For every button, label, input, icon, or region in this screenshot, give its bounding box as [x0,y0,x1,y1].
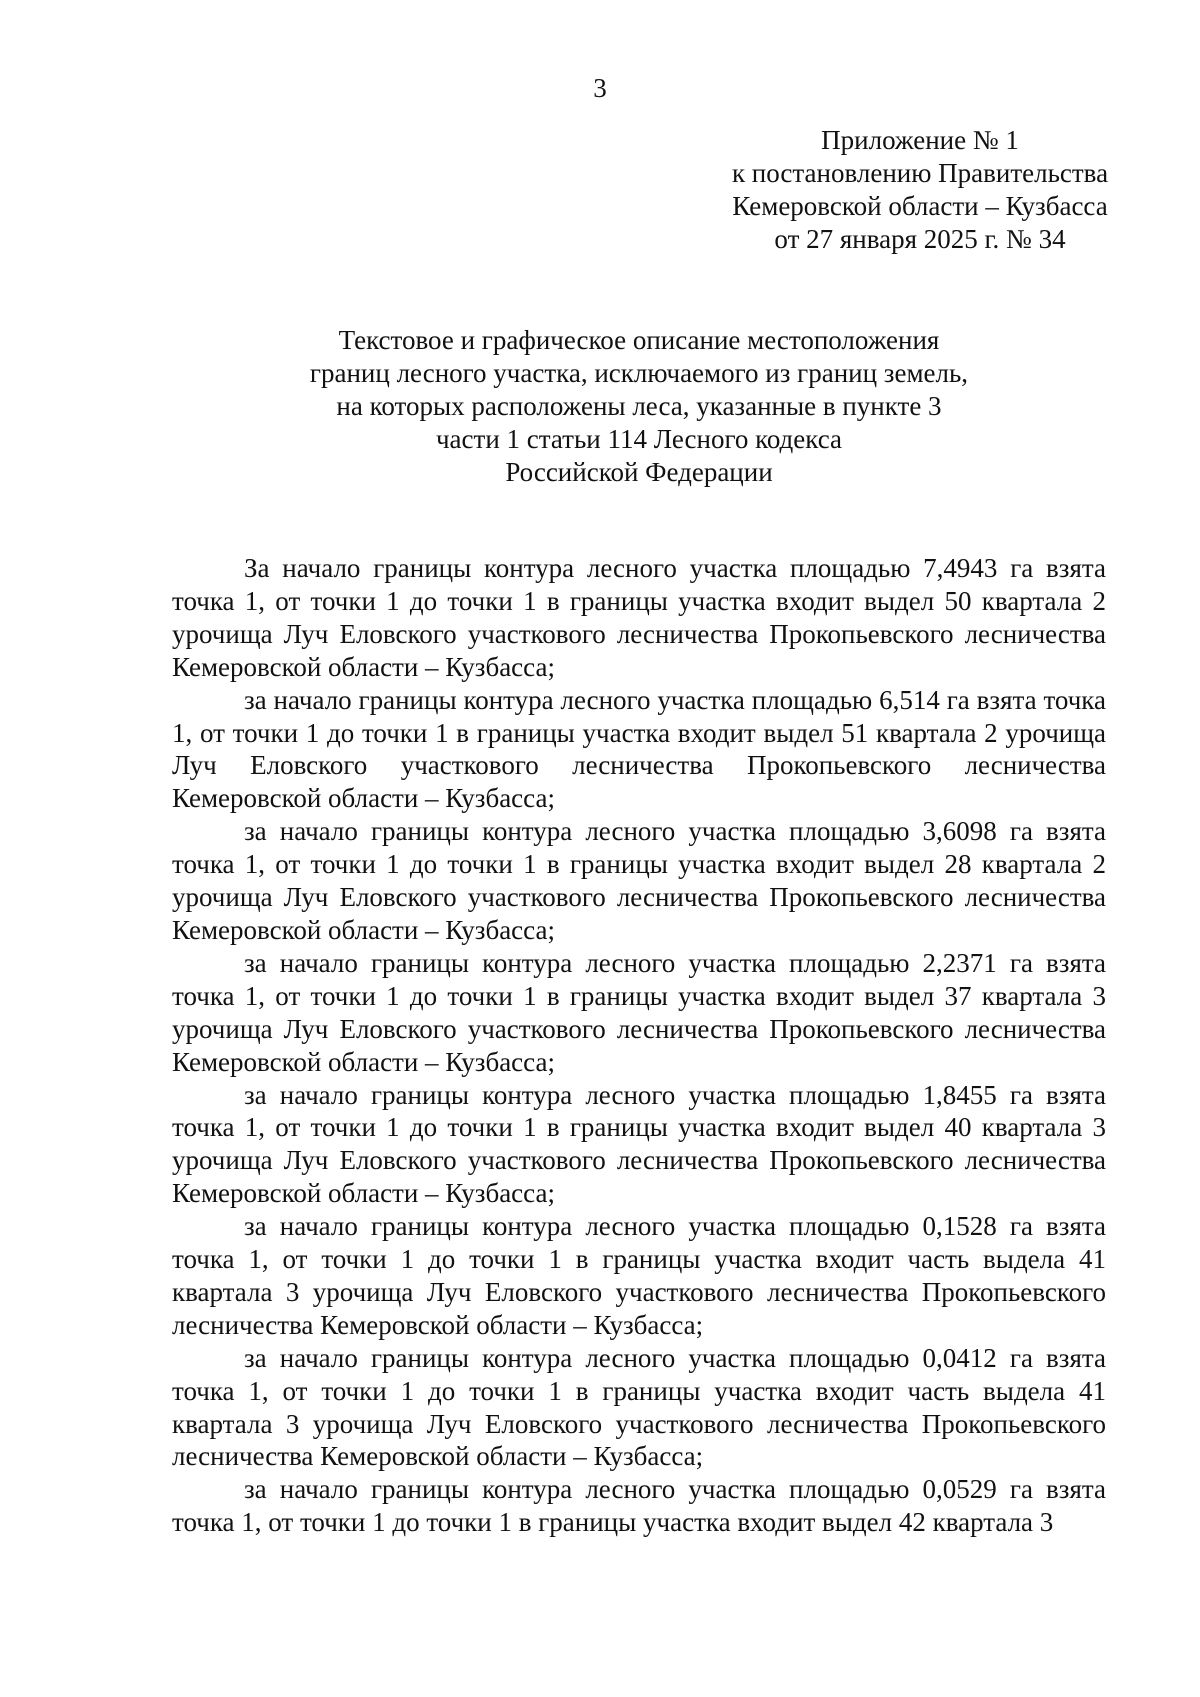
appendix-line: Кемеровской области – Кузбасса [732,191,1108,221]
body-paragraph: за начало границы контура лесного участка площадью 1,8455 га взята точка 1, от точки 1 до точки 1 в границы участка входит выдел 40 квартала 3 урочища Луч Еловского участкового лесничества Прокопьевского лесничества Кемеровской области – Кузбасса; [172,1079,1106,1209]
title-line: границ лесного участка, исключаемого из границ земель, [309,358,969,388]
title-line: Российской Федерации [505,457,773,487]
body-paragraph: за начало границы контура лесного участка площадью 3,6098 га взята точка 1, от точки 1 до точки 1 в границы участка входит выдел 28 квартала 2 урочища Луч Еловского участкового лесничества Прокопьевского лесничества Кемеровской области – Кузбасса; [172,816,1106,945]
page-number: 3 [593,73,607,103]
appendix-line: Приложение № 1 [821,125,1019,155]
appendix-header [700,124,1140,256]
body-paragraph: за начало границы контура лесного участка площадью 0,1528 га взята точка 1, от точки 1 до точки 1 в границы участка входит часть выдела 41 квартала 3 урочища Луч Еловского участкового лесничества Прокопьевского лесничества Кемеровской области – Кузбасса; [172,1211,1106,1340]
appendix-line: к постановлению Правительства [731,158,1109,188]
document-title [172,324,1106,489]
document-body [172,552,1106,1539]
body-paragraph: за начало границы контура лесного участка площадью 0,0412 га взята точка 1, от точки 1 до точки 1 в границы участка входит часть выдела 41 квартала 3 урочища Луч Еловского участкового лесничества Прокопьевского лесничества Кемеровской области – Кузбасса; [172,1342,1106,1472]
title-line: части 1 статьи 114 Лесного кодекса [435,424,843,454]
appendix-line: от 27 января 2025 г. № 34 [774,224,1066,254]
body-paragraph: за начало границы контура лесного участка площадью 0,0529 га взята точка 1, от точки 1 до точки 1 в границы участка входит выдел 42 квартала 3 [172,1474,1106,1538]
body-paragraph: За начало границы контура лесного участка площадью 7,4943 га взята точка 1, от точки 1 до точки 1 в границы участка входит выдел 50 квартала 2 урочища Луч Еловского участкового лесничества Прокопьевского лесничества Кемеровской области – Кузбасса; [172,553,1106,682]
title-line: Текстовое и графическое описание местоположения [338,325,940,355]
body-paragraph: за начало границы контура лесного участка площадью 6,514 га взята точка 1, от точки 1 до точки 1 в границы участка входит выдел 51 квартала 2 урочища Луч Еловского участкового лесничества Прокопьевского лесничества Кемеровской области – Кузбасса; [172,684,1106,814]
title-line: на которых расположены леса, указанные в пункте 3 [336,391,942,421]
body-paragraph: за начало границы контура лесного участка площадью 2,2371 га взята точка 1, от точки 1 до точки 1 в границы участка входит выдел 37 квартала 3 урочища Луч Еловского участкового лесничества Прокопьевского лесничества Кемеровской области – Кузбасса; [172,947,1106,1077]
